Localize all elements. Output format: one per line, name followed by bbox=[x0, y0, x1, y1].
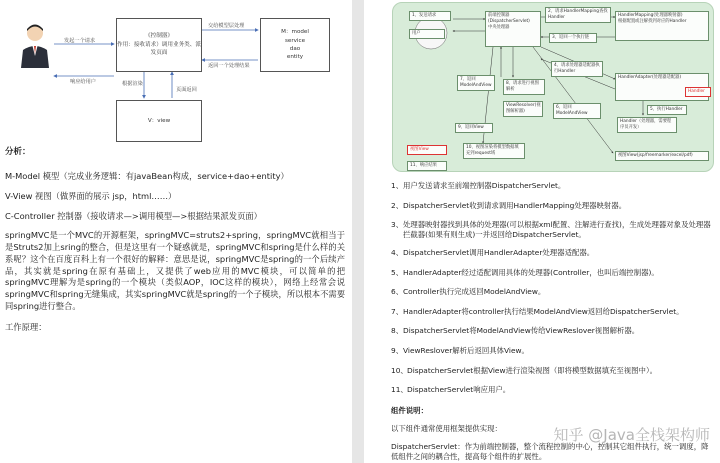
right-text-body bbox=[391, 181, 715, 463]
arrow-label-render: 根据渲染 bbox=[122, 81, 143, 87]
watermark-text: 知乎 @Java全栈架构师 bbox=[553, 426, 710, 444]
step-item bbox=[391, 366, 715, 376]
flow-step-4: 4、请求处理器适配器执行Handler bbox=[551, 61, 603, 77]
arrow-label-request: 发起一个请求 bbox=[64, 38, 96, 44]
analysis-heading: 分析： bbox=[5, 147, 31, 157]
step-text: DispatcherServlet将ModelAndView传给ViewReslover视图解析器。 bbox=[403, 326, 640, 336]
step-item bbox=[391, 307, 715, 317]
controller-line: C-Controller 控制器（接收请求—>调用模型—>根据结果派发页面） bbox=[5, 211, 262, 222]
springmvc-paragraph: springMVC是一个MVC的开源框架，springMVC=struts2+spring，springMVC就相当于是Struts2加上sring的整合，但是这里有一个疑惑就是，springMVC和spring是什么样的关系呢？这个在百度百科上有一个很好的解释：意思是说，springMVC是spring的一个后续产品，其实就是spring在原有基础上，又提供了web应用的MVC模块，可以简单的把springMVC理解为是spring的一个模块（类似AOP，IOC这样的模块），网络上经常会说springMVC和spring无缝集成，其实springMVC就是spring的一个子模块，所以根本不需要同spring进行整合。 bbox=[5, 230, 345, 312]
step-number: 8、 bbox=[391, 326, 404, 336]
view-box: V：view bbox=[116, 100, 202, 142]
mvc-diagram bbox=[14, 8, 344, 148]
arrow-label-response: 响应给用户 bbox=[70, 79, 96, 85]
flow-handler-mapping-title: HandlerMapping(处理器映射器) bbox=[618, 13, 683, 18]
flow-step-2: 2、请求HandlerMapping查找Handler bbox=[545, 7, 611, 23]
springmvc-flow-diagram bbox=[392, 2, 714, 172]
step-text: HandlerAdapter将controller执行结果ModelAndView返回给DispatcherServlet。 bbox=[403, 306, 684, 316]
step-item bbox=[391, 326, 715, 336]
step-number: 5、 bbox=[391, 267, 404, 277]
dispatcher-description: DispatcherServlet：作为前端控制器，整个流程控制的中心，控制其它组件执行，统一调度，降低组件之间的耦合性，提高每个组件的扩展性。 bbox=[391, 442, 709, 462]
flow-view-resolver: ViewResolver(视图解析器) bbox=[503, 101, 543, 117]
flow-step-9: 9、返回View bbox=[455, 123, 493, 133]
step-number: 11、 bbox=[391, 385, 408, 395]
step-number: 9、 bbox=[391, 346, 404, 356]
step-item bbox=[391, 220, 715, 240]
principle-heading: 工作原理： bbox=[5, 321, 47, 332]
flow-view: 视图View(jsp/freemarker/excel/pdf) bbox=[615, 151, 709, 161]
flow-user: 用户 bbox=[409, 29, 445, 39]
flow-step-8: 8、请求进行视图解析 bbox=[503, 79, 545, 95]
step-text: DispatcherServlet收到请求调用HandlerMapping处理器映射器。 bbox=[403, 200, 627, 210]
components-intro: 以下组件通常使用框架提供实现： bbox=[391, 423, 502, 433]
step-number: 6、 bbox=[391, 287, 404, 297]
right-document-page bbox=[364, 0, 720, 463]
flow-step-10: 10、视图渲染将模型数据填充到request域 bbox=[463, 143, 525, 159]
flow-step-3: 3、返回一个执行链 bbox=[549, 33, 597, 43]
flow-step-5: 5、执行Handler bbox=[647, 105, 687, 115]
flow-step-7: 7、返回ModelAndView bbox=[457, 75, 495, 91]
step-text: HandlerAdapter经过适配调用具体的处理器(Controller，也叫后端控制器)。 bbox=[403, 267, 659, 277]
left-document-page bbox=[0, 0, 352, 463]
flow-handler: Handler（处理器，需要程序员开发） bbox=[617, 117, 677, 133]
view-line: V-View 视图（做界面的展示 jsp，html……） bbox=[5, 191, 177, 202]
step-number: 4、 bbox=[391, 248, 404, 258]
step-item bbox=[391, 346, 715, 356]
controller-box: 《控制器》 作用：接收请求）调用业务类、派发页面 bbox=[116, 18, 202, 72]
model-line: M-Model 模型（完成业务逻辑：有javaBean构成，service+dao+entity） bbox=[5, 171, 289, 182]
flow-step-6: 6、返回ModelAndView bbox=[553, 103, 601, 119]
step-number: 2、 bbox=[391, 200, 404, 210]
left-text-body bbox=[5, 146, 345, 341]
step-text: DispatcherServlet根据View进行渲染视图（即将模型数据填充至视图中）。 bbox=[407, 365, 658, 375]
arrow-label-return: 页面返回 bbox=[176, 87, 197, 93]
arrow-label-call-model: 交给模型层处理 bbox=[208, 23, 245, 29]
step-number: 3、 bbox=[391, 220, 404, 230]
step-text: DispatcherServlet调用HandlerAdapter处理器适配器。 bbox=[403, 248, 595, 258]
flow-handler-mapping-sub: 根据配置或注解找到对应的Handler bbox=[618, 18, 687, 24]
arrow-label-model-result: 返回一个处理结果 bbox=[208, 63, 250, 69]
step-number: 1、 bbox=[391, 181, 404, 190]
step-item bbox=[391, 385, 715, 395]
flow-dispatcher-sub: 中央处理器 bbox=[488, 24, 510, 30]
step-text: Controller执行完成返回ModelAndView。 bbox=[403, 287, 546, 297]
step-item bbox=[391, 248, 715, 258]
step-text: 处理器映射器找到具体的处理器(可以根据xml配置、注解进行查找)，生成处理器对象及处理器拦截器(如果有则生成)一并返回给DispatcherServlet。 bbox=[403, 220, 711, 240]
flow-handler-red: Handler bbox=[685, 87, 711, 97]
flow-handler-adapter: HandlerAdapter(处理器适配器) bbox=[615, 73, 709, 101]
flow-handler-mapping bbox=[615, 11, 709, 41]
flow-dispatcher bbox=[485, 11, 541, 47]
steps-list bbox=[391, 181, 715, 395]
flow-step-11: 11、响应结果 bbox=[407, 161, 447, 171]
step-item bbox=[391, 287, 715, 297]
flow-dispatcher-title: 前端控制器(DispatcherServlet) bbox=[488, 13, 530, 24]
components-heading: 组件说明： bbox=[391, 405, 428, 415]
step-text: 用户发送请求至前端控制器DispatcherServlet。 bbox=[403, 181, 566, 190]
step-number: 10、 bbox=[391, 365, 408, 375]
flow-view-red: 视图View bbox=[407, 145, 447, 155]
step-item bbox=[391, 268, 715, 278]
step-item bbox=[391, 201, 715, 211]
step-text: ViewReslover解析后返回具体View。 bbox=[403, 346, 529, 356]
step-item bbox=[391, 181, 715, 191]
step-text: DispatcherServlet响应用户。 bbox=[407, 385, 511, 395]
flow-step-1: 1、发送请求 bbox=[409, 11, 451, 21]
step-number: 7、 bbox=[391, 306, 404, 316]
model-box: M：model service dao entity bbox=[260, 18, 330, 72]
